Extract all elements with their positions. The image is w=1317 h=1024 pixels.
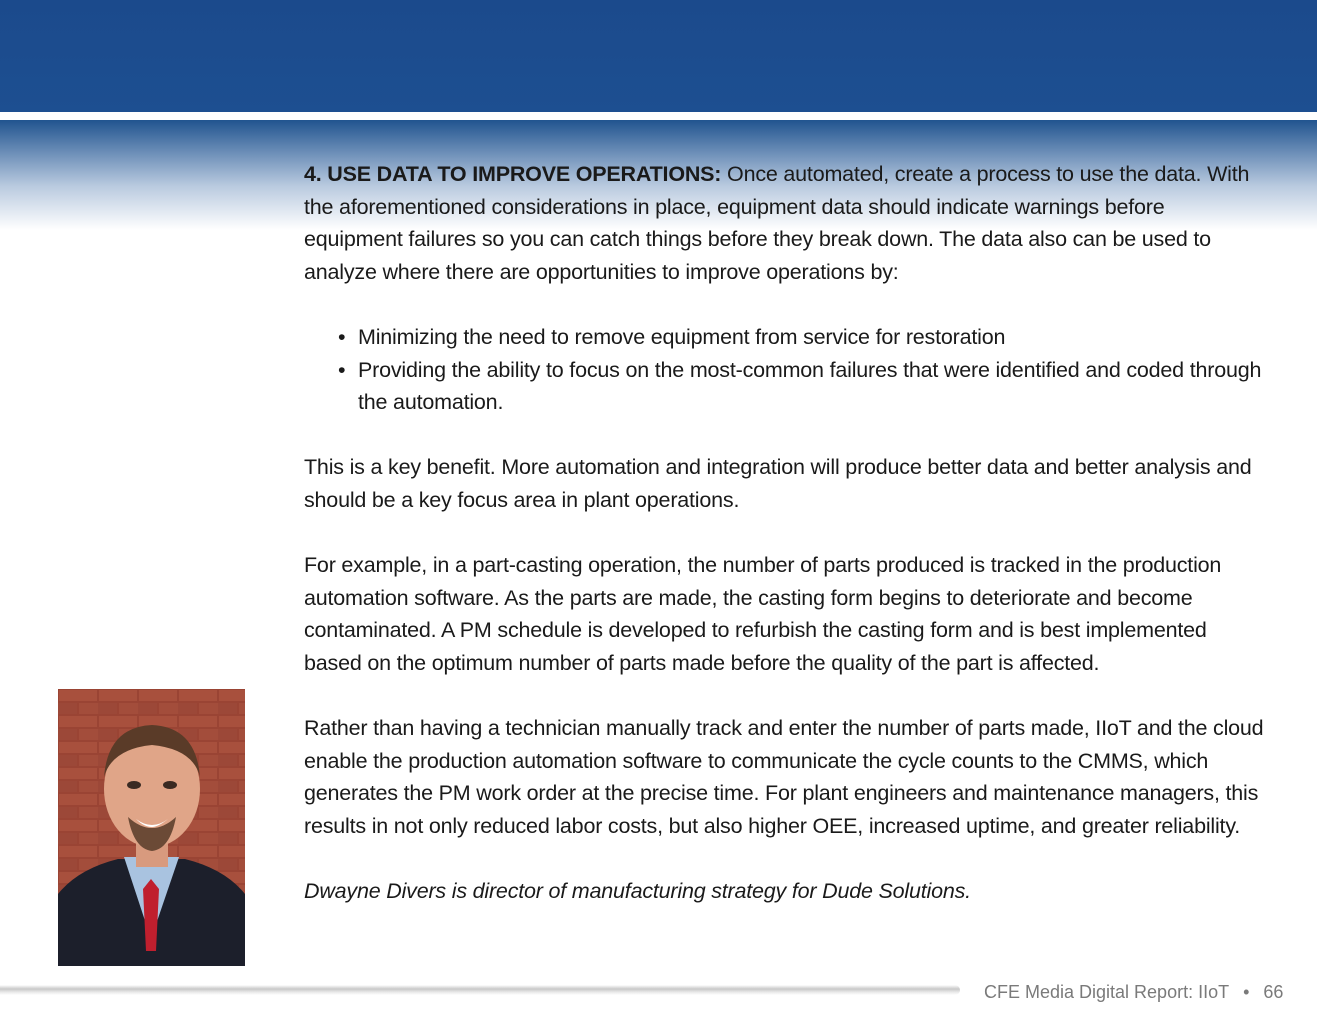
footer bbox=[984, 980, 1283, 1004]
publication-name: CFE Media Digital Report: IIoT bbox=[984, 982, 1230, 1002]
author-portrait-image bbox=[58, 689, 245, 966]
section-heading: 4. USE DATA TO IMPROVE OPERATIONS: bbox=[304, 162, 722, 186]
page-number: 66 bbox=[1263, 982, 1284, 1002]
bullet-list bbox=[304, 321, 1264, 419]
author-photo bbox=[58, 689, 245, 966]
footer-separator: • bbox=[1243, 982, 1250, 1002]
body-paragraph: For example, in a part-casting operation, the number of parts produced is tracked in the production automation software. As the parts are made, the casting form begins to deteriorate and become contaminated. A PM schedule is developed to refurbish the casting form and is best implemented based on the optimum number of parts made before the quality of the part is affected. bbox=[304, 553, 1222, 675]
header-band bbox=[0, 0, 1317, 112]
lead-paragraph bbox=[304, 158, 1264, 288]
header-divider bbox=[0, 112, 1317, 120]
lead-text: Once automated, create a process to use the data. With the aforementioned considerations in place, equipment data should indicate warnings before equipment failures so you can catch things before they break down. The data also can be used to analyze where there are opportunities to improve operations by: bbox=[304, 162, 1250, 284]
footer-rule bbox=[0, 985, 960, 995]
bullet-icon: • bbox=[338, 324, 346, 349]
body-paragraph: This is a key benefit. More automation and integration will produce better data and better analysis and should be a key focus area in plant operations. bbox=[304, 455, 1252, 512]
bullet-icon: • bbox=[338, 357, 346, 382]
list-item-text: Minimizing the need to remove equipment from service for restoration bbox=[358, 324, 1006, 349]
list-item bbox=[338, 321, 1264, 354]
list-item-text: Providing the ability to focus on the most-common failures that were identified and coded through the automation. bbox=[358, 357, 1262, 415]
list-item bbox=[338, 354, 1264, 419]
article-body bbox=[304, 158, 1264, 940]
body-paragraph: Rather than having a technician manually track and enter the number of parts made, IIoT and the cloud enable the production automation software to communicate the cycle counts to the CMMS, which generates the PM work order at the precise time. For plant engineers and maintenance managers, this results in not only reduced labor costs, but also higher OEE, increased uptime, and greater reliability. bbox=[304, 716, 1264, 838]
author-byline: Dwayne Divers is director of manufacturing strategy for Dude Solutions. bbox=[304, 879, 971, 904]
